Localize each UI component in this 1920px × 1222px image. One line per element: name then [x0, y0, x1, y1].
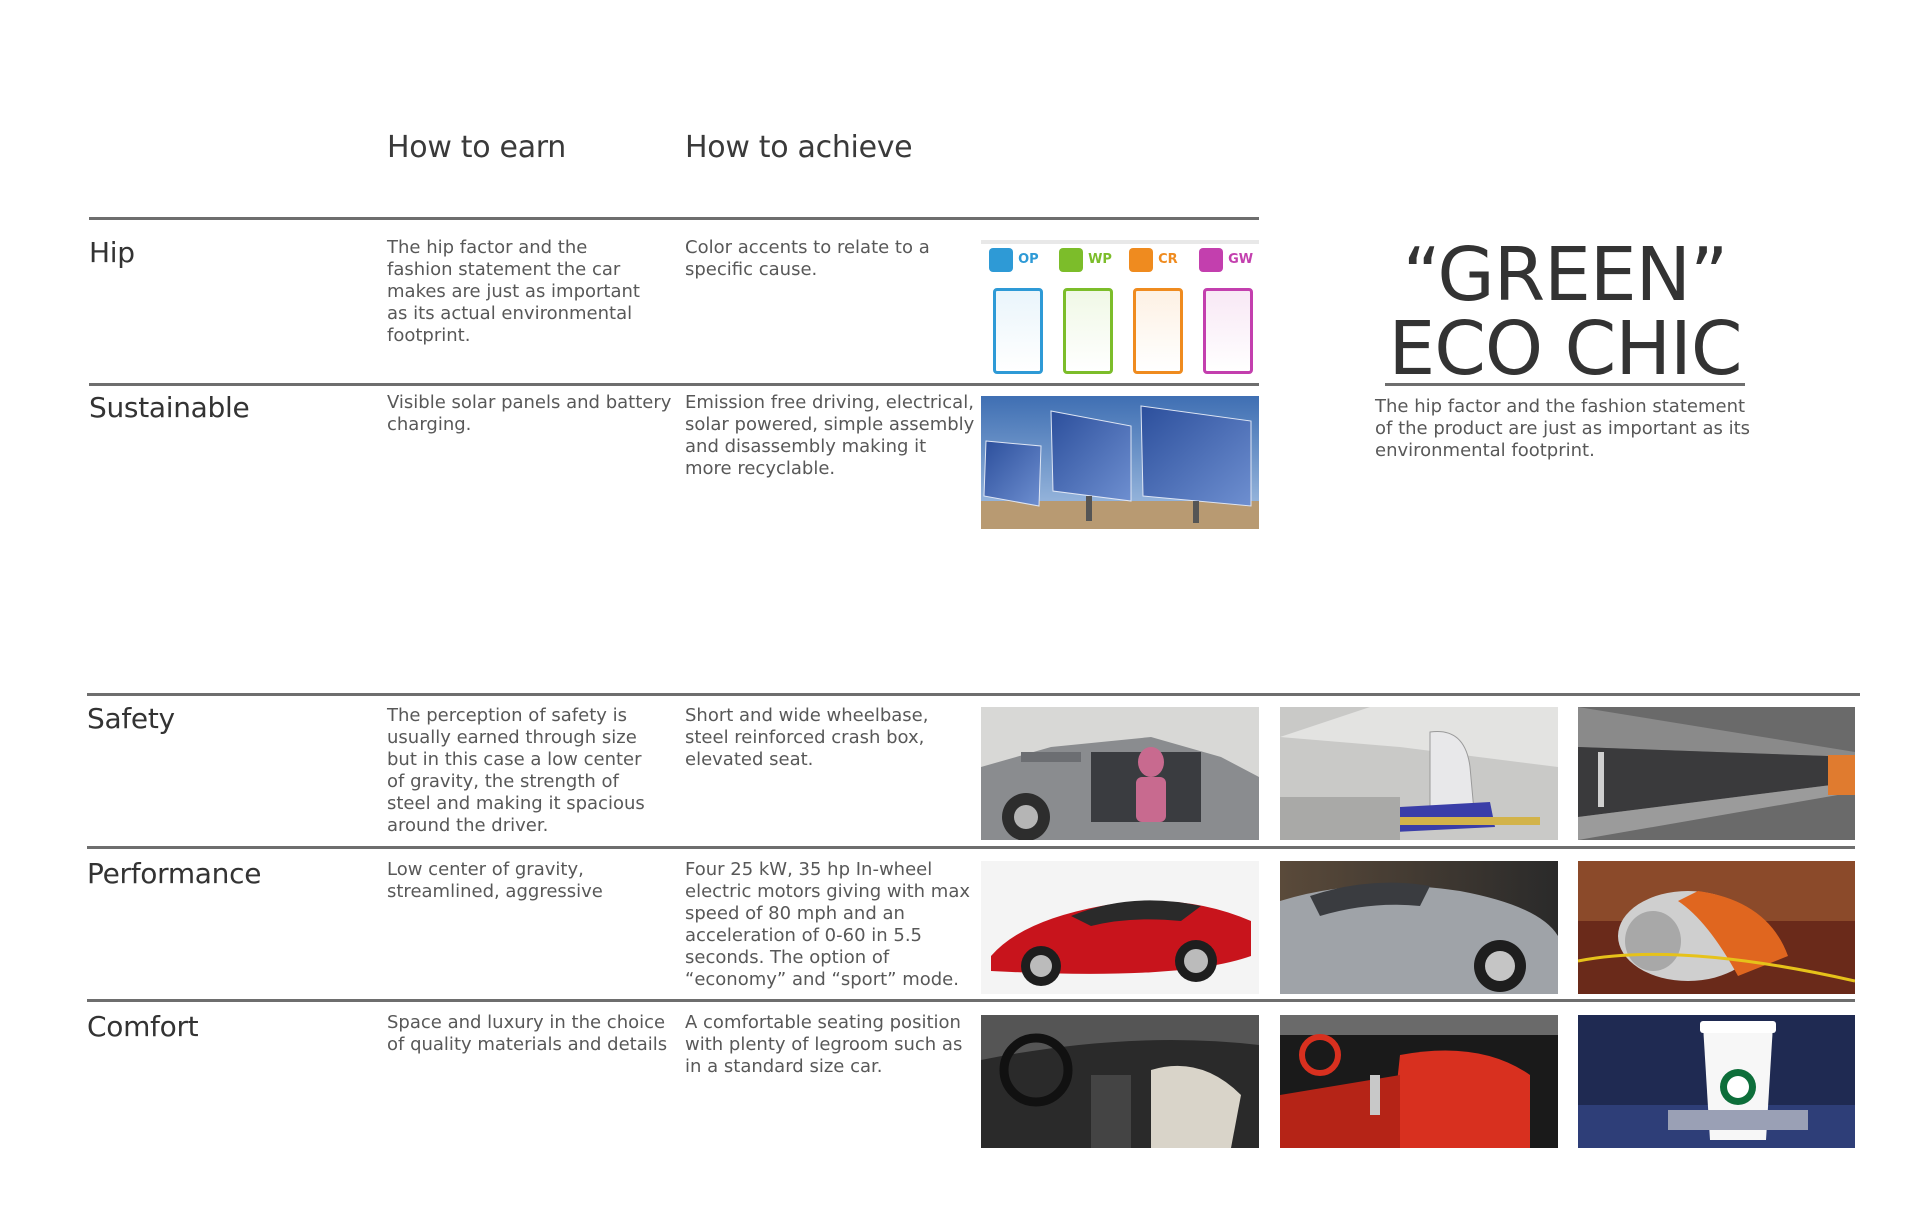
color-cause-tiles: [981, 240, 1259, 374]
eco-chic-title-line1: “GREEN”: [1402, 232, 1728, 318]
tile-code: WP: [1088, 252, 1112, 267]
comfort-earn-text: Space and luxury in the choice of quality materials and details: [387, 1012, 668, 1055]
cup-holder-photo: [1578, 1015, 1855, 1148]
header-how-to-earn: How to earn: [387, 130, 566, 165]
crash-test-photo: [981, 707, 1259, 840]
steel-beams-photo: [1578, 707, 1855, 840]
divider-top: [89, 217, 1259, 220]
hip-achieve-text: Color accents to relate to a specific cause.: [685, 237, 930, 280]
divider-safety: [87, 693, 1860, 696]
solar-panels-photo: [981, 396, 1259, 529]
car-interior-dark-photo: [981, 1015, 1259, 1148]
row-label-comfort: Comfort: [87, 1010, 199, 1043]
seat-structure-photo: [1280, 707, 1558, 840]
hip-earn-text: The hip factor and the fashion statement the car makes are just as important as its actual environmental footprint.: [387, 237, 640, 346]
tile-code: OP: [1018, 252, 1039, 267]
eco-chic-title: [1385, 232, 1745, 392]
divider-comfort: [87, 999, 1855, 1002]
row-label-safety: Safety: [87, 702, 175, 735]
row-label-hip: Hip: [89, 236, 135, 269]
tile-gw: [1199, 248, 1259, 370]
divider-performance: [87, 846, 1855, 849]
safety-achieve-text: Short and wide wheelbase, steel reinforced crash box, elevated seat.: [685, 705, 929, 770]
comfort-achieve-text: A comfortable seating position with plenty of legroom such as in a standard size car.: [685, 1012, 963, 1077]
tile-code: GW: [1228, 252, 1254, 267]
row-label-performance: Performance: [87, 857, 262, 890]
car-interior-red-photo: [1280, 1015, 1558, 1148]
silver-sports-car-photo: [1280, 861, 1558, 994]
eco-chic-description: The hip factor and the fashion statement of the product are just as important as its environmental footprint.: [1375, 396, 1751, 461]
electric-motor-photo: [1578, 861, 1855, 994]
tile-code: CR: [1158, 252, 1178, 267]
sustainable-earn-text: Visible solar panels and battery charging.: [387, 392, 672, 435]
performance-achieve-text: Four 25 kW, 35 hp In-wheel electric motors giving with max speed of 80 mph and an acceleration of 0-60 in 5.5 seconds. The option of “economy” and “sport” mode.: [685, 859, 971, 990]
tile-cr: [1129, 248, 1189, 370]
performance-earn-text: Low center of gravity, streamlined, aggressive: [387, 859, 603, 902]
sustainable-achieve-text: Emission free driving, electrical, solar powered, simple assembly and disassembly making it more recyclable.: [685, 392, 975, 479]
safety-earn-text: The perception of safety is usually earned through size but in this case a low center of gravity, the strength of steel and making it spacious around the driver.: [387, 705, 645, 836]
divider-hip: [89, 383, 1259, 386]
header-how-to-achieve: How to achieve: [685, 130, 913, 165]
red-sports-car-photo: [981, 861, 1259, 994]
tile-wp: [1059, 248, 1119, 370]
eco-chic-title-line2: ECO CHIC: [1388, 306, 1742, 392]
row-label-sustainable: Sustainable: [89, 391, 250, 424]
tile-op: [989, 248, 1049, 370]
